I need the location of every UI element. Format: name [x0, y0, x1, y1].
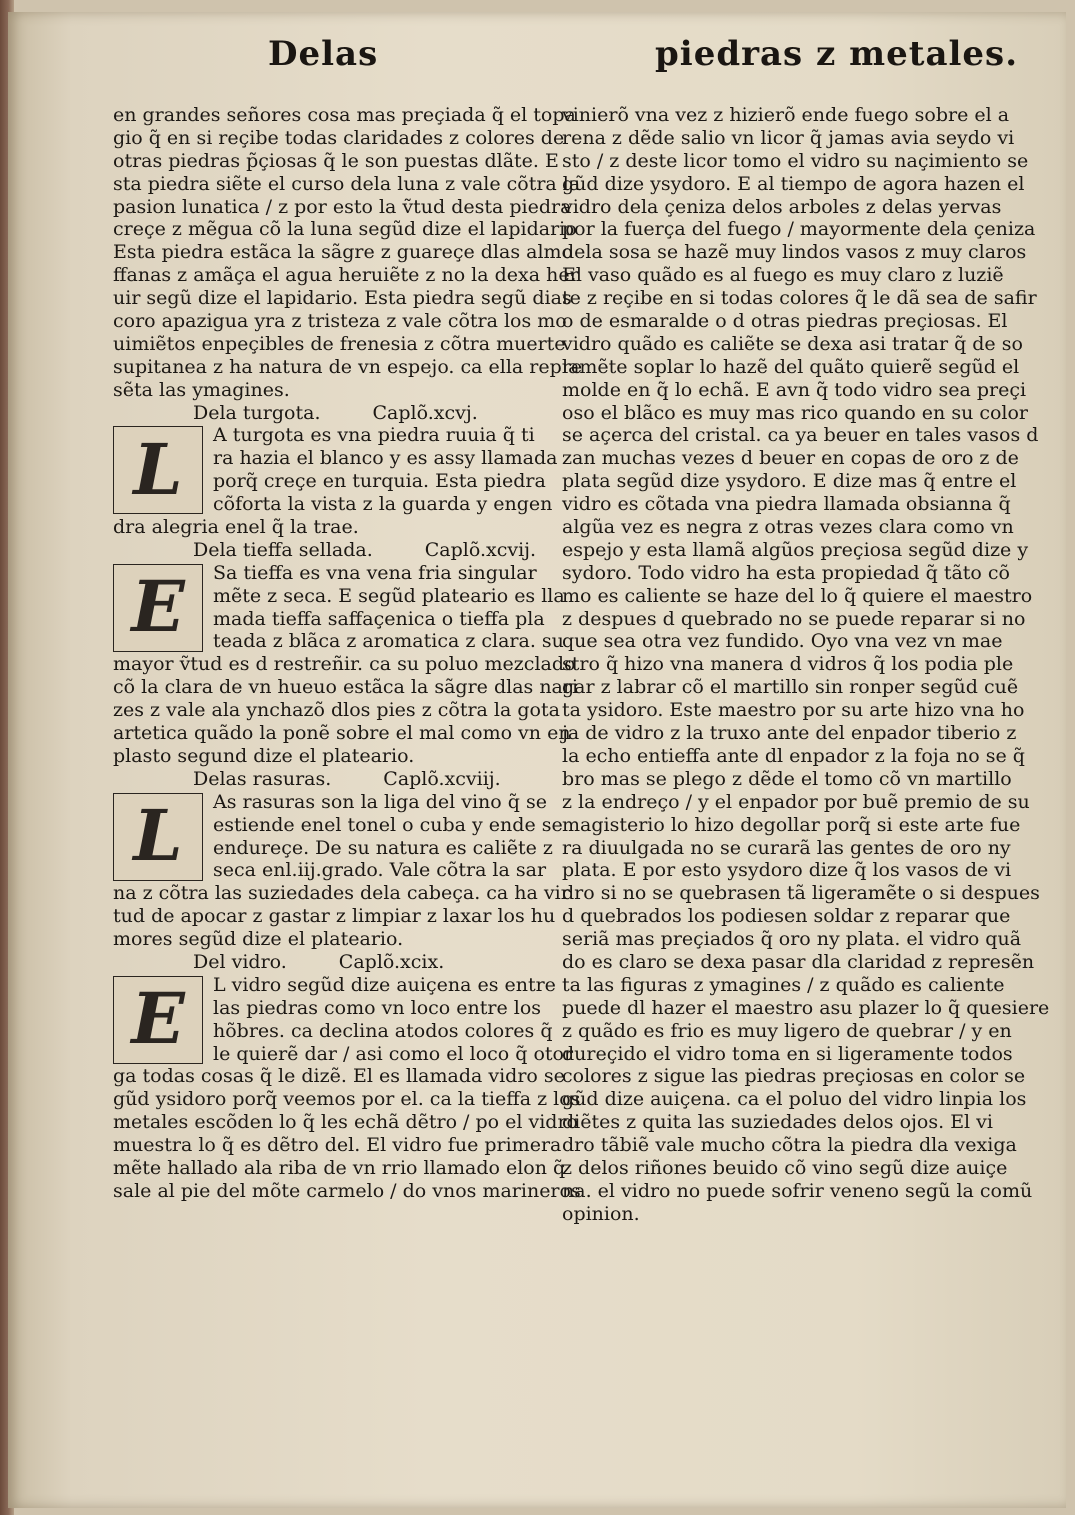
left-column: [113, 104, 583, 1203]
text-line: ra hazia el blanco y es assy llamada: [213, 447, 558, 470]
text-line: tud de apocar z gastar z limpiar z laxar los hu: [113, 905, 556, 928]
chapter-body-turgota: [113, 424, 558, 539]
text-line: z la endreço / y el enpador por buẽ premio de su: [562, 790, 1030, 813]
text-line: d quebrados los podiesen soldar z reparar que: [562, 905, 1011, 928]
text-line: ra diuulgada no se curarã las gentes de oro ny: [562, 836, 1011, 859]
text-line: mo es caliente se haze del lo q̃ quiere el maestro: [562, 584, 1033, 607]
text-line: A turgota es vna piedra ruuia q̃ ti: [213, 424, 535, 447]
text-line: vidro dela çeniza delos arboles z delas yervas: [562, 195, 1002, 218]
text-line: las piedras como vn loco entre los: [213, 996, 542, 1019]
text-line: gũd dize ysydoro. E al tiempo de agora hazen el: [562, 172, 1025, 195]
chapter-heading-vidro: [113, 951, 533, 974]
chapter-title: Del vidro.: [193, 950, 287, 973]
text-line: lamẽte soplar lo hazẽ del quãto quierẽ segũd el: [562, 355, 1020, 378]
text-line: vidro es cõtada vna piedra llamada obsianna q̃: [562, 493, 1011, 516]
text-line: colores z sigue las piedras preçiosas en color se: [562, 1065, 1026, 1088]
text-line: vinierõ vna vez z hizierõ ende fuego sobre el a: [562, 104, 1010, 126]
chapter-body-tierra-sellada: [113, 561, 579, 768]
text-line: do es claro se dexa pasar dla claridad z represẽn: [562, 950, 1035, 973]
text-line: mẽte z seca. E segũd plateario es lla: [213, 584, 565, 607]
text-line: coro apaziguа yra z tristeza z vale cõtra los mo: [113, 310, 567, 333]
text-line: cõ la clara de vn hueuo estãca la sãgre dlas nari: [113, 676, 579, 699]
text-line: dureçido el vidro toma en si ligeramente todos: [562, 1042, 1013, 1065]
text-line: la echo entieffa ante dl enpador z la foja no se q̃: [562, 744, 1025, 767]
text-line: puede dl hazer el maestro asu plazer lo q̃ quesiere: [562, 996, 1050, 1019]
chapter-body-vidro: [113, 973, 581, 1203]
text-line: hõbres. ca declina atodos colores q̃: [213, 1019, 553, 1042]
text-line: dela sosa se hazẽ muy lindos vasos z muy claros: [562, 241, 1027, 264]
chapter-number: Caplõ.xcvj.: [372, 401, 478, 424]
chapter-title: Delas rasuras.: [193, 767, 332, 790]
text-line: Sa tieffa es vna vena fria singular: [213, 561, 537, 584]
text-line: gũd dize auiçena. ca el poluo del vidro linpia los: [562, 1088, 1027, 1111]
text-line: ta ysidoro. Este maestro por su arte hizo vna ho: [562, 699, 1025, 722]
text-line: L vidro segũd dize auiçena es entre: [213, 973, 556, 996]
text-line: z delos riñones beuido cõ vino segũ dize auiçe: [562, 1156, 1008, 1179]
text-line: mada tieffa saffaçenica o tieffa pla: [213, 607, 545, 630]
text-line: le quierẽ dar / asi como el loco q̃ otor: [213, 1042, 574, 1065]
text-line: ffanas z amãça el agua heruiẽte z no la dexa her: [113, 264, 579, 287]
text-line: muestra lo q̃ es dẽtro del. El vidro fue primera: [113, 1134, 562, 1157]
text-line: rena z dẽde salio vn licor q̃ jamas avia seydo vi: [562, 126, 1015, 149]
chapter-heading-rasuras: [113, 768, 533, 791]
text-line: mayor ṽtud es d restreñir. ca su poluo mezclado: [113, 653, 576, 676]
decorated-initial: E: [113, 976, 203, 1064]
text-line: dro si no se quebrasen tã ligeramẽte o si despues: [562, 882, 1040, 905]
text-line: ga todas cosas q̃ le dizẽ. El es llamada vidro se: [113, 1065, 565, 1088]
running-head-left: Delas: [268, 34, 379, 74]
text-line: o de esmaralde o d otras piedras preçiosas. El: [562, 310, 1008, 333]
text-line: seca enl.iij.grado. Vale cõtra la sar: [213, 859, 547, 882]
text-line: sta piedra siẽte el curso dela luna z vale cõtra la: [113, 172, 581, 195]
text-line: zan muchas vezes d beuer en copas de oro z de: [562, 447, 1019, 470]
decorated-initial: E: [113, 564, 203, 652]
chapter-number: Caplõ.xcviij.: [383, 767, 501, 790]
text-line: metales escõden lo q̃ les echã dẽtro / po el vidro: [113, 1111, 578, 1134]
text-line: molde en q̃ lo echã. E avn q̃ todo vidro sea preçi: [562, 378, 1027, 401]
text-line: sẽta las ymagines.: [113, 378, 290, 401]
text-line: oso el blãco es muy mas rico quando en su color: [562, 401, 1029, 424]
text-line: creçe z mẽgua cõ la luna segũd dize el lapidario: [113, 218, 577, 241]
text-line: uir segũ dize el lapidario. Esta piedra segũ dias: [113, 287, 572, 310]
text-line: z despues d quebrado no se puede reparar si no: [562, 607, 1026, 630]
text-line: plasto segund dize el plateario.: [113, 744, 415, 767]
text-line: dra alegria enel q̃ la trae.: [113, 516, 359, 539]
chapter-title: Dela tieffa sellada.: [193, 538, 373, 561]
right-column: [562, 104, 1050, 1226]
text-line: El vaso quãdo es al fuego es muy claro z luziẽ: [562, 264, 1004, 287]
text-line: Esta piedra estãca la sãgre z guareçe dlas almo: [113, 241, 573, 264]
text-line: uimiẽtos enpeçibles de frenesia z cõtra muerte: [113, 332, 566, 355]
text-line: que sea otra vez fundido. Oyo vna vez vn mae: [562, 630, 1003, 653]
text-line: endureçe. De su natura es caliẽte z: [213, 836, 553, 859]
decorated-initial: L: [113, 426, 203, 514]
text-line: por la fuerça del fuego / mayormente dela çeniza: [562, 218, 1036, 241]
text-line: dro tãbiẽ vale mucho cõtra la piedra dla vexiga: [562, 1134, 1017, 1157]
text-line: plata. E por esto ysydoro dize q̃ los vasos de vi: [562, 859, 1012, 882]
text-line: espejo y esta llamã algũos preçiosa segũd dize y: [562, 538, 1029, 561]
text-line: otras piedras p̃çiosas q̃ le son puestas dlãte. E: [113, 149, 559, 172]
chapter-title: Dela turgota.: [193, 401, 321, 424]
text-line: gio q̃ en si reçibe todas claridades z colores de: [113, 126, 565, 149]
text-line: magisterio lo hizo degollar porq̃ si este arte fue: [562, 813, 1021, 836]
text-line: opinion.: [562, 1202, 640, 1225]
text-line: teada z blãca z aromatica z clara. su: [213, 630, 564, 653]
chapter-body-rasuras: [113, 790, 570, 951]
text-line: mẽte hallado ala riba de vn rrio llamado elon q̃: [113, 1156, 566, 1179]
text-line: estiende enel tonel o cuba y ende se: [213, 813, 563, 836]
running-head-right: piedras z metales.: [655, 34, 1019, 74]
text-line: sydoro. Todo vidro ha esta propiedad q̃ tãto cõ: [562, 561, 1010, 584]
text-line: ja de vidro z la truxo ante del enpador tiberio z: [562, 722, 1017, 745]
text-line: supitanea z ha natura de vn espejo. ca ella repre: [113, 355, 583, 378]
text-line: algũa vez es negra z otras vezes clara como vn: [562, 516, 1014, 539]
text-line: porq̃ creçe en turquia. Esta piedra: [213, 470, 546, 493]
text-line: artetica quãdo la ponẽ sobre el mal como vn en: [113, 722, 571, 745]
text-line: te z reçibe en si todas colores q̃ le dã sea de safir: [562, 287, 1037, 310]
text-line: seriã mas preçiados q̃ oro ny plata. el vidro quã: [562, 928, 1022, 951]
text-line: pasion lunatica / z por esto la ṽtud desta piedra: [113, 195, 572, 218]
chapter-number: Caplõ.xcvij.: [424, 538, 537, 561]
text-line: cõforta la vista z la guarda y engen: [213, 493, 553, 516]
paragraph-topacio: [113, 104, 583, 402]
text-line: vidro quãdo es caliẽte se dexa asi tratar q̃ de so: [562, 332, 1023, 355]
text-line: gar z labrar cõ el martillo sin ronper segũd cuẽ: [562, 676, 1019, 699]
text-line: z quãdo es frio es muy ligero de quebrar / y en: [562, 1019, 1012, 1042]
text-line: zes z vale ala ynchazõ dlos pies z cõtra la gota: [113, 699, 560, 722]
text-line: se açerca del cristal. ca ya beuer en tales vasos d: [562, 424, 1039, 447]
text-line: sale al pie del mõte carmelo / do vnos marineros: [113, 1179, 581, 1202]
text-line: As rasuras son la liga del vino q̃ se: [213, 790, 547, 813]
text-line: gũd ysidoro porq̃ veemos por el. ca la tieffa z los: [113, 1088, 581, 1111]
decorated-initial: L: [113, 793, 203, 881]
text-line: plata segũd dize ysydoro. E dize mas q̃ entre el: [562, 470, 1017, 493]
chapter-number: Caplõ.xcix.: [338, 950, 445, 973]
text-line: na. el vidro no puede sofrir veneno segũ la comũ: [562, 1179, 1033, 1202]
text-line: mores segũd dize el plateario.: [113, 928, 404, 951]
text-line: ta las figuras z ymagines / z quãdo es caliente: [562, 973, 1005, 996]
chapter-heading-turgota: [113, 402, 533, 425]
text-line: en grandes señores cosa mas preçiada q̃ el topa: [113, 104, 576, 126]
chapter-heading-tierra-sellada: [113, 538, 537, 562]
text-line: na z cõtra las suziedades dela cabeça. ca ha vir: [113, 882, 570, 905]
text-line: stro q̃ hizo vna manera d vidros q̃ los podia ple: [562, 653, 1014, 676]
text-line: diẽtes z quita las suziedades delos ojos. El vi: [562, 1111, 993, 1134]
text-line: bro mas se plego z dẽde el tomo cõ vn martillo: [562, 767, 1012, 790]
text-line: sto / z deste licor tomo el vidro su naçimiento se: [562, 149, 1029, 172]
